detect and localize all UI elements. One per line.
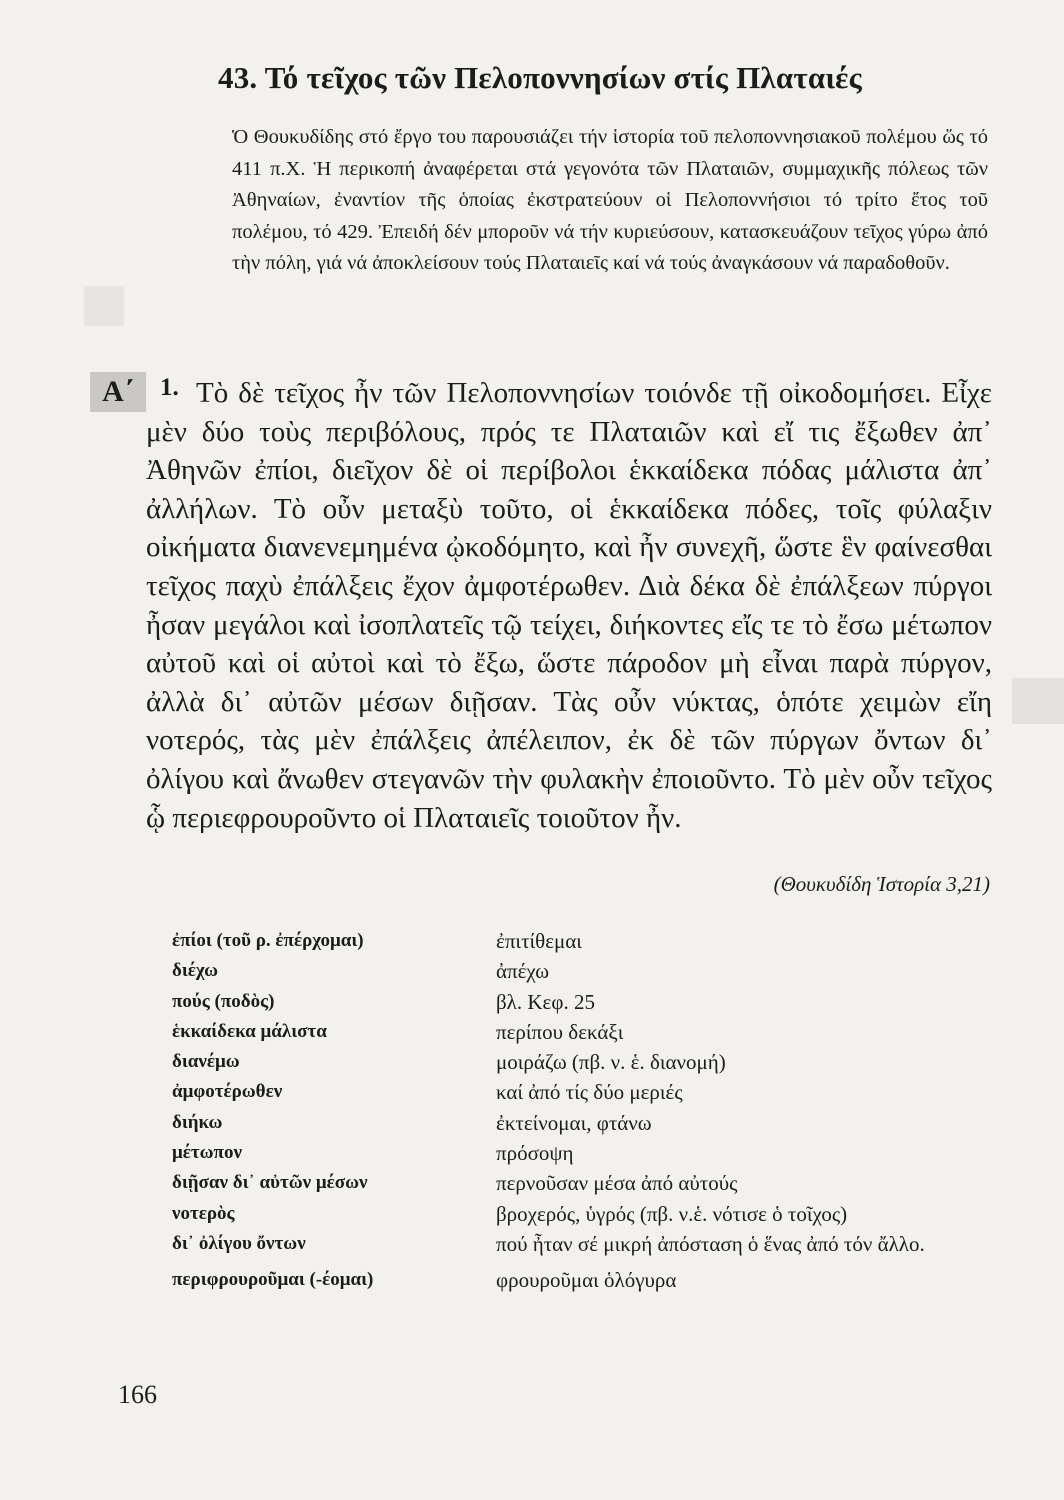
glossary-definition: βροχερός, ὑγρός (πβ. ν.ἑ. νότισε ὁ τοῖχος) xyxy=(496,1201,848,1226)
glossary-row xyxy=(172,1077,992,1107)
glossary-row xyxy=(172,956,992,986)
glossary-row xyxy=(172,1017,992,1047)
bleed-through-mark xyxy=(84,286,124,326)
section-intro xyxy=(232,122,988,280)
passage-source: (Θουκυδίδη Ἱστορία 3,21) xyxy=(773,872,990,896)
passage-number: 1. xyxy=(160,374,179,401)
glossary-term: ἑκκαίδεκα μάλιστα xyxy=(172,1020,327,1042)
glossary-row xyxy=(172,1047,992,1077)
glossary-definition: μοιράζω (πβ. ν. ἑ. διανομή) xyxy=(496,1050,726,1075)
glossary-definition: πού ἦταν σέ μικρή ἀπόσταση ὁ ἕνας ἀπό τόν ἄλλο. xyxy=(496,1231,925,1256)
greek-passage xyxy=(146,374,992,837)
glossary-row xyxy=(172,1229,992,1259)
glossary-term: νοτερὸς xyxy=(172,1202,235,1224)
glossary-definition: ἐκτείνομαι, φτάνω xyxy=(496,1110,652,1135)
glossary-term: διήκω xyxy=(172,1111,223,1133)
section-title: 43. Τό τεῖχος τῶν Πελοποννησίων στίς Πλαταιές xyxy=(218,60,862,95)
glossary-term: διέχω xyxy=(172,960,218,982)
glossary-term: ἀμφοτέρωθεν xyxy=(172,1081,283,1103)
glossary-term: διῇσαν δι᾿ αὐτῶν μέσων xyxy=(172,1172,368,1194)
glossary-term: περιφρουροῦμαι (-έομαι) xyxy=(172,1269,374,1291)
glossary-row xyxy=(172,1265,992,1295)
glossary-definition: ἐπιτίθεμαι xyxy=(496,929,582,953)
glossary-definition: φρουροῦμαι ὁλόγυρα xyxy=(496,1268,677,1293)
glossary-definition: καί ἀπό τίς δύο μεριές xyxy=(496,1080,683,1105)
glossary-term: διανέμω xyxy=(172,1051,240,1073)
glossary-definition: πρόσοψη xyxy=(496,1141,574,1166)
glossary-term: πούς (ποδὸς) xyxy=(172,990,275,1012)
glossary-definition: ἀπέχω xyxy=(496,959,550,984)
passage-text: Τὸ δὲ τεῖχος ἦν τῶν Πελοποννησίων τοιόνδε τῇ οἰκοδομήσει. Εἶχε μὲν δύο τοὺς περιβόλους, πρός τε Πλαταιῶν καὶ εἴ τις ἔξωθεν ἀπ᾿ Ἀθηνῶν ἐπίοι, διεῖχον δὲ οἱ περίβολοι ἑκκαίδεκα πόδας μάλιστα ἀπ᾿ ἀλλήλων. Τὸ οὖν μεταξὺ τοῦτο, οἱ ἑκκαίδεκα πόδες, τοῖς φύλαξιν οἰκήματα διανενεμημένα ᾠκοδόμητο, καὶ ἦν συνεχῆ, ὥστε ἓν φαίνεσθαι τεῖχος παχὺ ἐπάλξεις ἔχον ἀμφοτέρωθεν. Διὰ δέκα δὲ ἐπάλξεων πύργοι ἦσαν μεγάλοι καὶ ἰσοπλατεῖς τῷ τείχει, διήκοντες εἴς τε τὸ ἔσω μέτωπον αὐτοῦ καὶ οἱ αὐτοὶ καὶ τὸ ἔξω, ὥστε πάροδον μὴ εἶναι παρὰ πύργον, ἀλλὰ δι᾿ αὐτῶν μέσων διῇσαν. Τὰς οὖν νύκτας, ὁπότε χειμὼν εἴη νοτερός, τὰς μὲν ἐπάλξεις ἀπέλειπον, ἐκ δὲ τῶν πύργων ὄντων δι᾿ ὀλίγου καὶ ἄνωθεν στεγανῶν τὴν φυλακὴν ἐποιοῦντο. Τὸ μὲν οὖν τεῖχος ᾧ περιεφρουροῦντο οἱ Πλαταιεῖς τοιοῦτον ἦν. xyxy=(146,377,992,834)
page-number: 166 xyxy=(118,1380,157,1409)
glossary-term: μέτωπον xyxy=(172,1142,242,1164)
glossary-definition: βλ. Κεφ. 25 xyxy=(496,989,595,1014)
glossary-definition: περνοῦσαν μέσα ἀπό αὐτούς xyxy=(496,1171,738,1196)
passage-label: Α΄ xyxy=(90,372,146,412)
glossary xyxy=(172,926,992,1296)
glossary-row xyxy=(172,1138,992,1168)
intro-paragraph: Ὁ Θουκυδίδης στό ἔργο του παρουσιάζει τήν ἱστορία τοῦ πελοποννησιακοῦ πολέμου ὥς τό 411 π.Χ. Ἡ περικοπή ἀναφέρεται στά γεγονότα τῶν Πλαταιῶν, συμμαχικῆς πόλεως τῶν Ἀθηναίων, ἐναντίον τῆς ὁποίας ἐκστρατεύουν οἱ Πελοποννήσιοι τό τρίτο ἔτος τοῦ πολέμου, τό 429. Ἐπειδή δέν μποροῦν νά τήν κυριεύσουν, κατασκευάζουν τεῖχος γύρω ἀπό τὴν πόλη, γιά νά ἀποκλείσουν τούς Πλαταιεῖς καί νά τούς ἀναγκάσουν νά παραδοθοῦν. xyxy=(232,126,988,274)
glossary-row xyxy=(172,926,992,956)
glossary-row xyxy=(172,1168,992,1198)
glossary-row xyxy=(172,987,992,1017)
glossary-row xyxy=(172,1108,992,1138)
glossary-definition: περίπου δεκάξι xyxy=(496,1019,624,1044)
glossary-term: ἐπίοι (τοῦ ρ. ἐπέρχομαι) xyxy=(172,930,364,951)
glossary-term: δι᾿ ὀλίγου ὄντων xyxy=(172,1232,306,1254)
adjacent-page-edge xyxy=(1012,678,1064,724)
glossary-row xyxy=(172,1199,992,1229)
